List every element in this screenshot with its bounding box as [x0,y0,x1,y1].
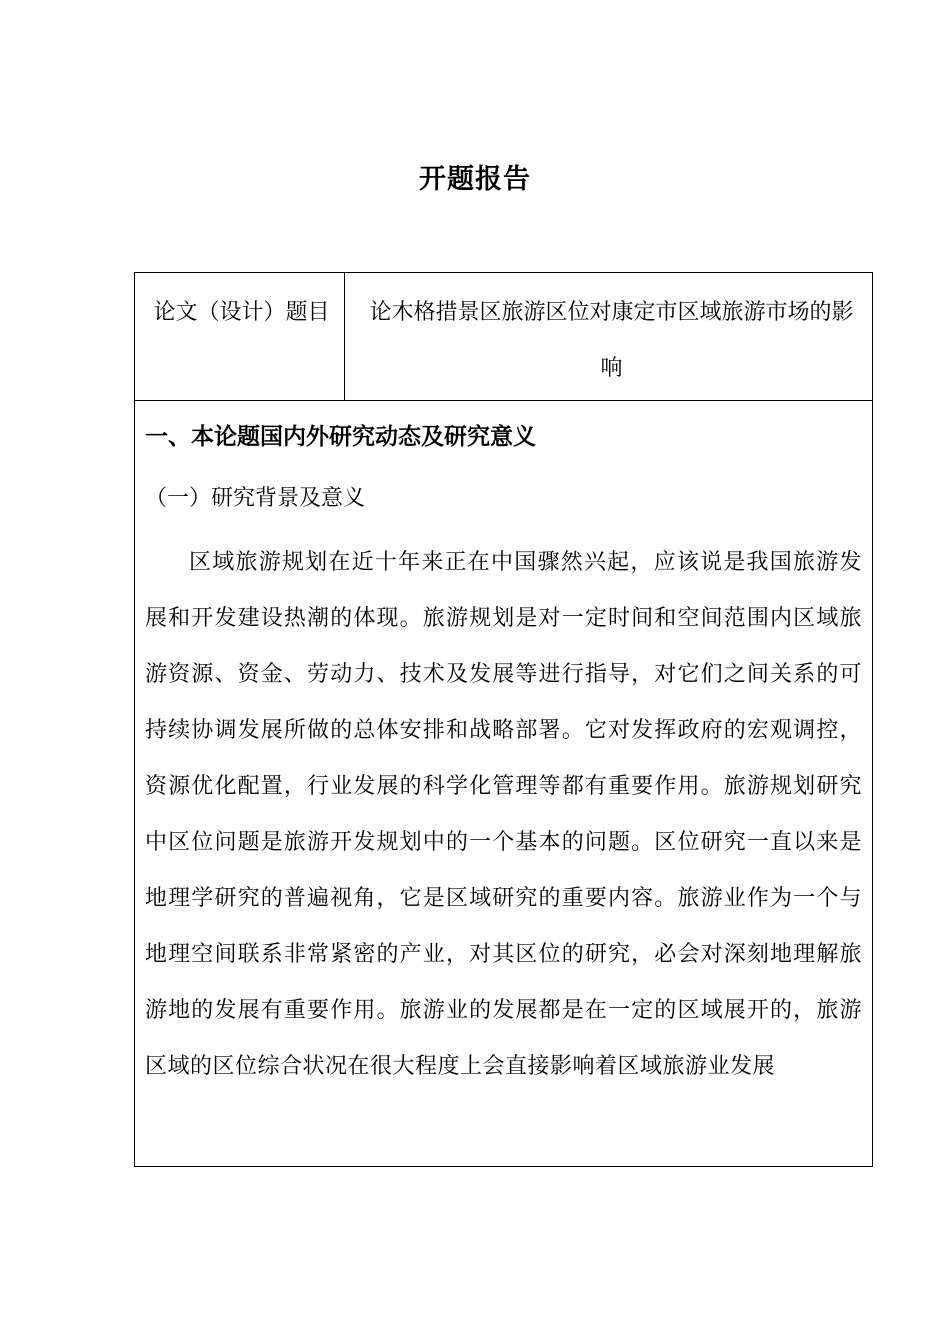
sub-heading: （一）研究背景及意义 [145,486,366,511]
document-title: 开题报告 [419,164,531,195]
thesis-title-label: 论文（设计）题目 [135,273,345,400]
section-heading: 一、本论题国内外研究动态及研究意义 [145,423,536,450]
thesis-title-row [135,273,872,401]
proposal-table [134,272,873,1167]
body-paragraph: 区域旅游规划在近十年来正在中国骤然兴起，应该说是我国旅游发展和开发建设热潮的体现。旅游规划是对一定时间和空间范围内区域旅游资源、资金、劳动力、技术及发展等进行指导，对它们之间关系的可持续协调发展所做的总体安排和战略部署。它对发挥政府的宏观调控，资源优化配置，行业发展的科学化管理等都有重要作用。旅游规划研究中区位问题是旅游开发规划中的一个基本的问题。区位研究一直以来是地理学研究的普遍视角，它是区域研究的重要内容。旅游业作为一个与地理空间联系非常紧密的产业，对其区位的研究，必会对深刻地理解旅游地的发展有重要作用。旅游业的发展都是在一定的区域展开的，旅游区域的区位综合状况在很大程度上会直接影响着区域旅游业发展 [145,550,862,1079]
research-section [135,401,872,1166]
thesis-title-value: 论木格措景区旅游区位对康定市区域旅游市场的影响 [369,300,854,381]
